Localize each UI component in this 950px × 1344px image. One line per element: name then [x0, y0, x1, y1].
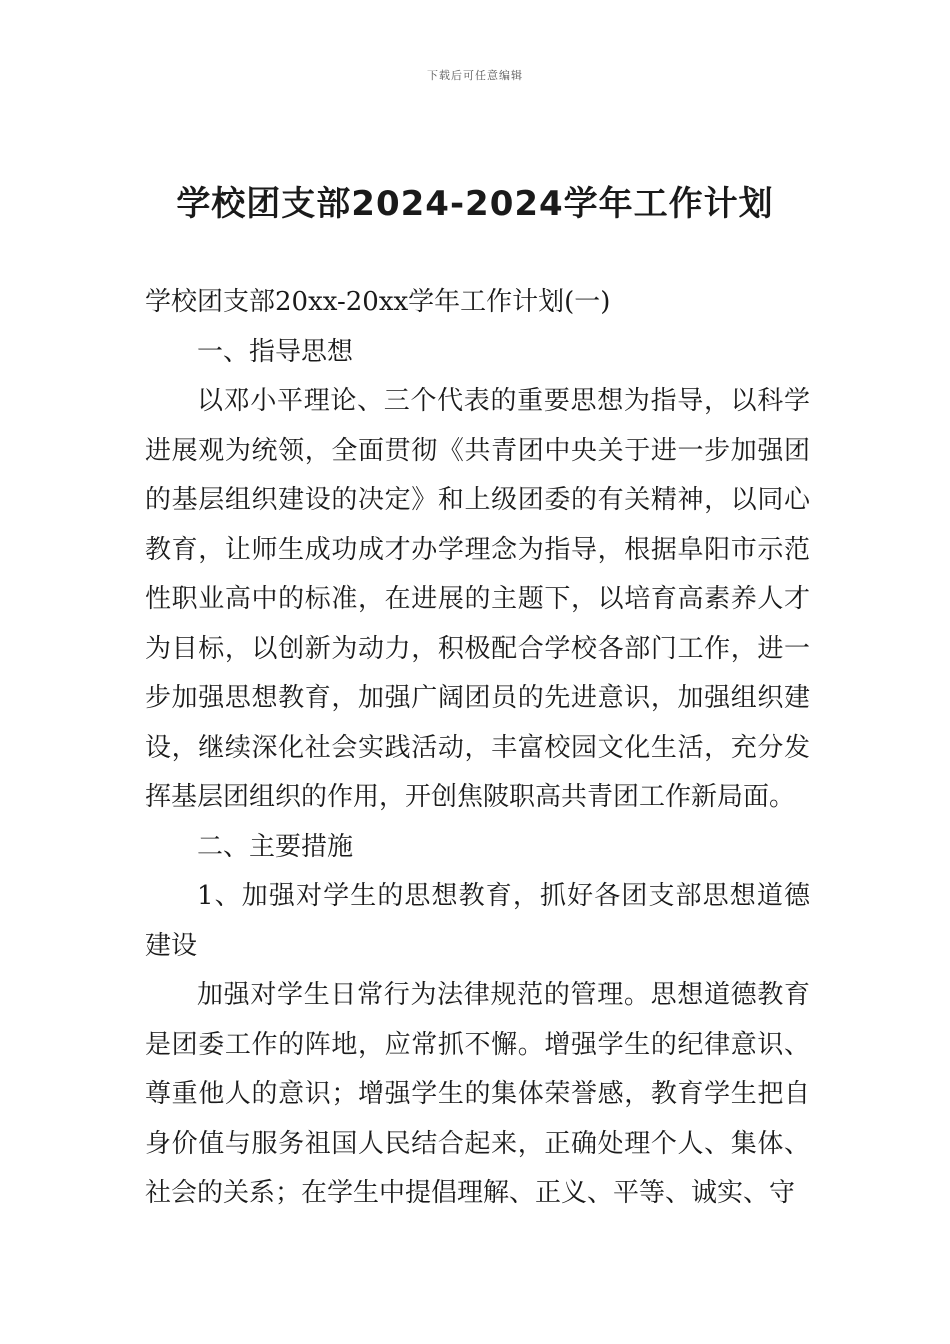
section-heading-main-measures: 二、主要措施	[197, 831, 354, 862]
document-title: 学校团支部2024-2024学年工作计划	[176, 184, 774, 224]
document-subtitle: 学校团支部20xx-20xx学年工作计划(一)	[145, 287, 611, 317]
paragraph-guiding-ideology: 以邓小平理论、三个代表的重要思想为指导，以科学进展观为统领，全面贯彻《共青团中央关于进一步加强团的基层组织建设的决定》和上级团委的有关精神，以同心教育，让师生成功成才办学理念为指导，根据阜阳市示范性职业高中的标准，在进展的主题下，以培育高素养人才为目标，以创新为动力，积极配合学校各部门工作，进一步加强思想教育，加强广阔团员的先进意识，加强组织建设，继续深化社会实践活动，丰富校园文化生活，充分发挥基层团组织的作用，开创焦陂职高共青团工作新局面。	[145, 386, 810, 812]
paragraph-ideological-education: 加强对学生日常行为法律规范的管理。思想道德教育是团委工作的阵地，应常抓不懈。增强学生的纪律意识、尊重他人的意识；增强学生的集体荣誉感，教育学生把自身价值与服务祖国人民结合起来，正确处理个人、集体、社会的关系；在学生中提倡理解、正义、平等、诚实、守	[145, 980, 810, 1208]
page-header-note: 下载后可任意编辑	[427, 69, 523, 82]
document-body	[145, 278, 810, 1219]
section-heading-guiding-ideology: 一、指导思想	[197, 336, 354, 367]
item-heading-ideological-education: 1、加强对学生的思想教育，抓好各团支部思想道德建设	[145, 881, 810, 961]
